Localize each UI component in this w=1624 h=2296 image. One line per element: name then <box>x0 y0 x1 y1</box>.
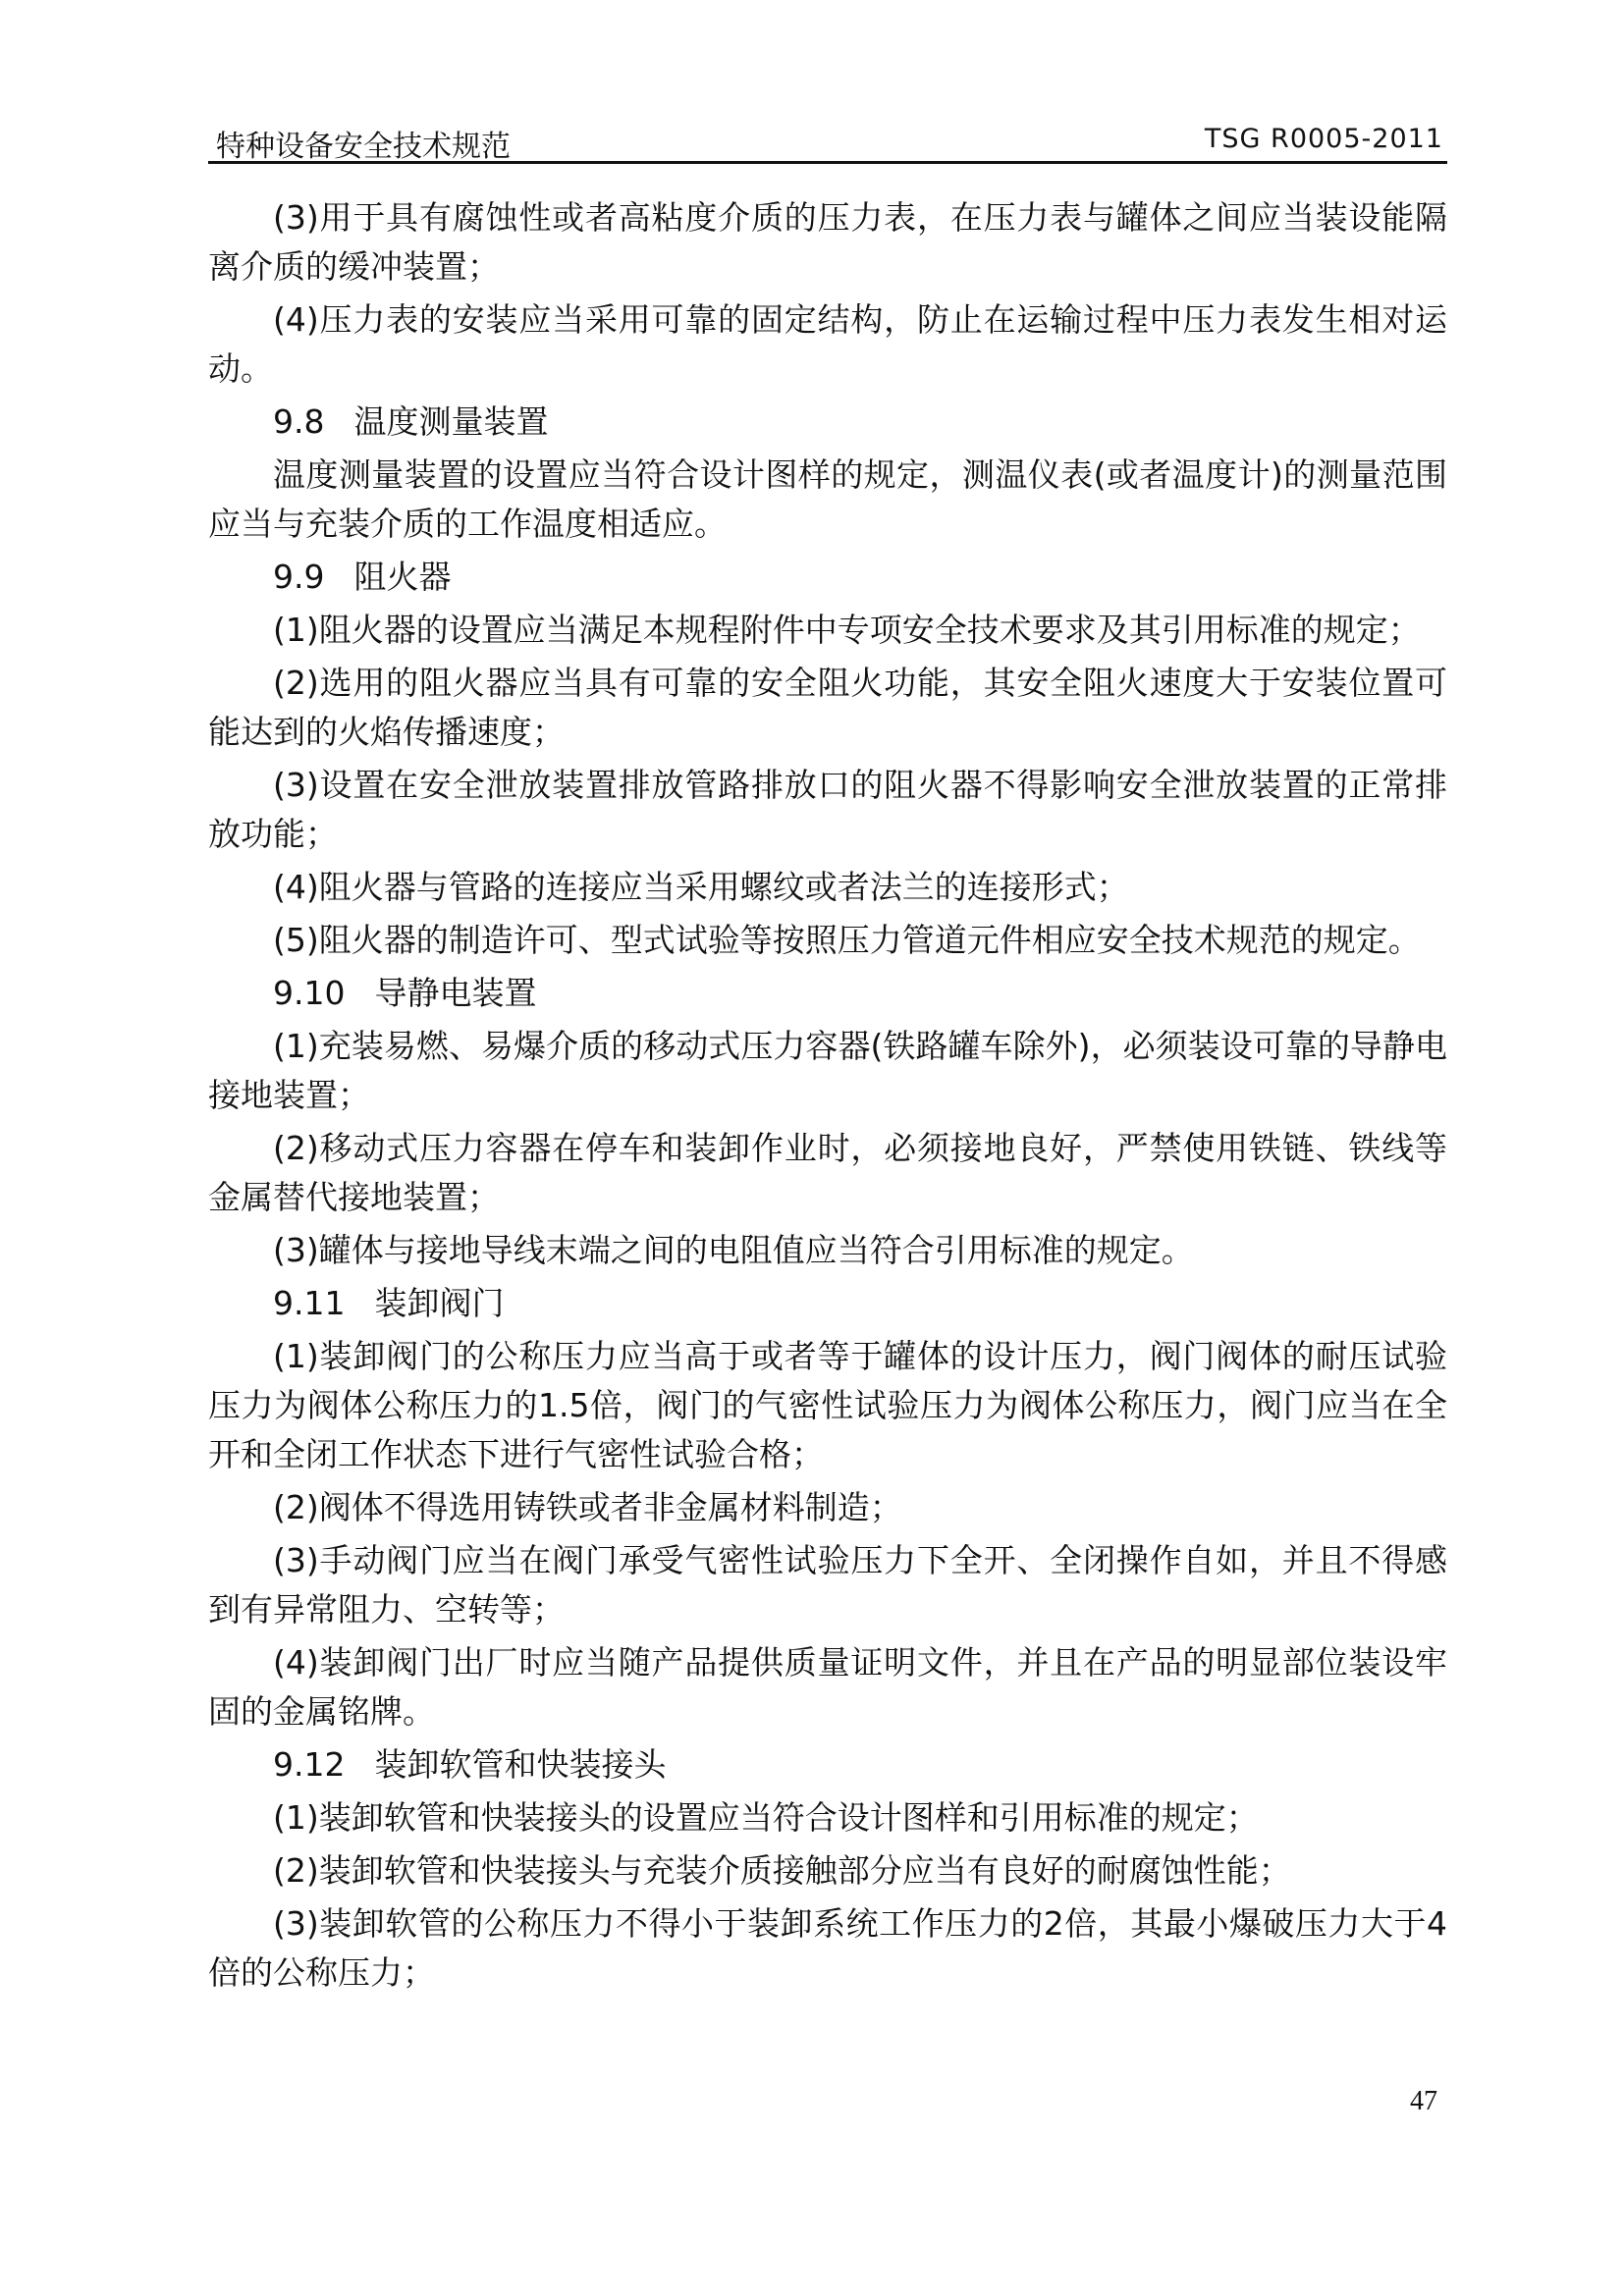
section-heading <box>208 969 1447 1018</box>
document-body <box>208 193 1447 2002</box>
paragraph: (2)阀体不得选用铸铁或者非金属材料制造； <box>273 1488 902 1526</box>
paragraph: (3)罐体与接地导线末端之间的电阻值应当符合引用标准的规定。 <box>273 1231 1194 1269</box>
paragraph: (5)阻火器的制造许可、型式试验等按照压力管道元件相应安全技术规范的规定。 <box>273 921 1421 959</box>
section-number: 9.9 <box>273 558 325 596</box>
page-number: 47 <box>1410 2086 1437 2116</box>
paragraph: (2)装卸软管和快装接头与充装介质接触部分应当有良好的耐腐蚀性能； <box>273 1851 1291 1890</box>
section-number: 9.12 <box>273 1745 346 1784</box>
paragraph: (3)装卸软管的公称压力不得小于装卸系统工作压力的2倍，其最小爆破压力大于4倍的公称压力； <box>208 1904 1447 1992</box>
section-heading <box>208 398 1447 447</box>
section-number: 9.11 <box>273 1284 346 1322</box>
section-title: 装卸阀门 <box>374 1284 505 1322</box>
paragraph: (1)充装易燃、易爆介质的移动式压力容器(铁路罐车除外)，必须装设可靠的导静电接地装置； <box>208 1027 1447 1114</box>
section-number: 9.8 <box>273 402 325 441</box>
section-heading <box>208 1279 1447 1328</box>
paragraph: (1)装卸软管和快装接头的设置应当符合设计图样和引用标准的规定； <box>273 1798 1259 1837</box>
header-title: 特种设备安全技术规范 <box>216 130 511 164</box>
section-title: 阻火器 <box>353 558 452 596</box>
paragraph: (4)装卸阀门出厂时应当随产品提供质量证明文件，并且在产品的明显部位装设牢固的金属铭牌。 <box>208 1643 1447 1731</box>
section-title: 装卸软管和快装接头 <box>374 1745 667 1784</box>
paragraph: (2)移动式压力容器在停车和装卸作业时，必须接地良好，严禁使用铁链、铁线等金属替代接地装置； <box>208 1129 1447 1216</box>
paragraph: (2)选用的阻火器应当具有可靠的安全阻火功能，其安全阻火速度大于安装位置可能达到的火焰传播速度； <box>208 664 1447 751</box>
page-header <box>208 118 1447 164</box>
section-heading <box>208 553 1447 602</box>
paragraph: (1)阻火器的设置应当满足本规程附件中专项安全技术要求及其引用标准的规定； <box>273 611 1421 649</box>
paragraph: (4)压力表的安装应当采用可靠的固定结构，防止在运输过程中压力表发生相对运动。 <box>208 300 1447 388</box>
header-standard-code: TSG R0005-2011 <box>1204 124 1443 154</box>
section-number: 9.10 <box>273 974 346 1012</box>
paragraph: (3)用于具有腐蚀性或者高粘度介质的压力表，在压力表与罐体之间应当装设能隔离介质的缓冲装置； <box>208 198 1447 286</box>
section-heading <box>208 1740 1447 1789</box>
paragraph: (4)阻火器与管路的连接应当采用螺纹或者法兰的连接形式； <box>273 868 1129 906</box>
section-title: 温度测量装置 <box>353 402 549 441</box>
paragraph: 温度测量装置的设置应当符合设计图样的规定，测温仪表(或者温度计)的测量范围应当与充装介质的工作温度相适应。 <box>208 455 1447 543</box>
paragraph: (3)手动阀门应当在阀门承受气密性试验压力下全开、全闭操作自如，并且不得感到有异常阻力、空转等； <box>208 1541 1447 1629</box>
section-title: 导静电装置 <box>374 974 537 1012</box>
paragraph: (1)装卸阀门的公称压力应当高于或者等于罐体的设计压力，阀门阀体的耐压试验压力为阀体公称压力的1.5倍，阀门的气密性试验压力为阀体公称压力，阀门应当在全开和全闭工作状态下进行气密性试验合格； <box>208 1337 1447 1473</box>
paragraph: (3)设置在安全泄放装置排放管路排放口的阻火器不得影响安全泄放装置的正常排放功能； <box>208 766 1447 853</box>
